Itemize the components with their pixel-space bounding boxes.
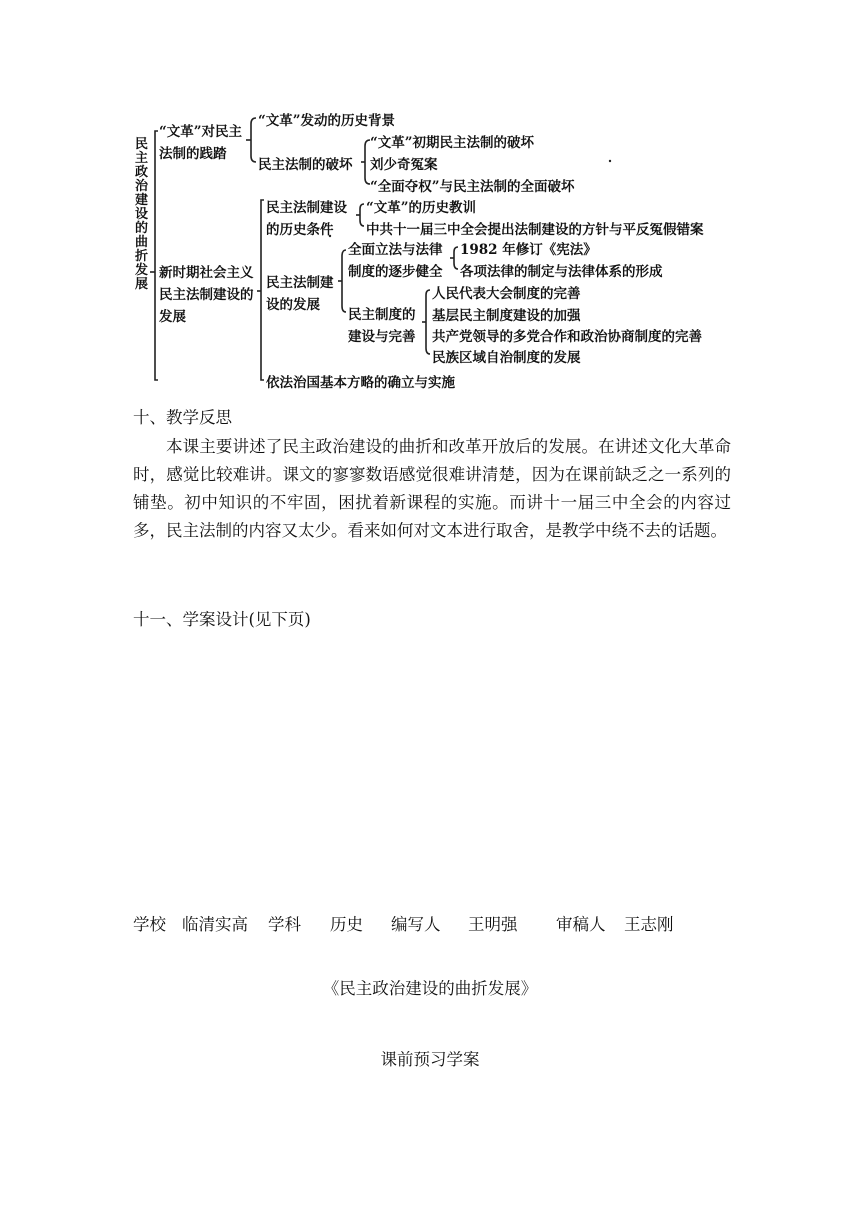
conditions-item: “文革”的历史教训: [366, 200, 477, 216]
school-label: 学校: [133, 915, 166, 934]
branch1-label-line1: “文革”对民主: [159, 124, 243, 140]
section10-paragraph: 本课主要讲述了民主政治建设的曲折和改革开放后的发展。在讲述文化大革命时，感觉比较难讲。课文的寥寥数语感觉很难讲清楚，因为在课前缺乏之一系列的铺垫。初中知识的不牢固，困扰着新课程的实施。而讲十一届三中全会的内容过多，民主法制的内容又太少。看来如何对文本进行取舍，是教学中绕不去的话题。: [133, 437, 731, 540]
legislation-label-line2: 制度的逐步健全: [348, 264, 443, 280]
branch1-item-background: “文革”发动的历史背景: [258, 113, 396, 129]
branch2-label-line3: 发展: [159, 309, 186, 325]
democracy-label-line2: 建设与完善: [348, 329, 416, 345]
diagram-root-label: 民主政治建设的曲折发展: [135, 137, 149, 292]
conditions-label-line2: 的历史条件: [266, 222, 334, 238]
democracy-item: 共产党领导的多党合作和政治协商制度的完善: [432, 329, 702, 345]
democracy-item: 人民代表大会制度的完善: [432, 286, 581, 302]
development-label-line2: 设的发展: [266, 297, 320, 313]
legislation-item: 各项法律的制定与法律体系的形成: [460, 264, 663, 280]
branch2-label-line1: 新时期社会主义: [159, 265, 254, 281]
subject-label: 学科: [268, 915, 301, 934]
conditions-item: 中共十一届三中全会提出法制建设的方针与平反冤假错案: [366, 222, 704, 238]
development-label-line1: 民主法制建: [266, 275, 334, 291]
branch1-label-line2: 法制的践踏: [159, 146, 227, 162]
branch1-sub-item: “全面夺权”与民主法制的全面破坏: [370, 179, 575, 195]
reviewer-label: 审稿人: [556, 915, 606, 934]
branch1-sub-item: 刘少奇冤案: [370, 157, 438, 173]
democracy-item: 基层民主制度建设的加强: [432, 308, 581, 324]
democracy-label-line1: 民主制度的: [348, 307, 416, 323]
author-label: 编写人: [391, 915, 441, 934]
subject-value: 历史: [330, 915, 363, 934]
school-value: 临清实高: [182, 915, 248, 934]
reviewer-value: 王志刚: [624, 915, 674, 934]
section11-heading: 十一、学案设计(见下页): [133, 610, 311, 629]
branch1-sub-label: 民主法制的破坏: [258, 157, 353, 173]
branch2-item-rule-of-law: 依法治国基本方略的确立与实施: [266, 375, 455, 391]
branch1-sub-item: “文革”初期民主法制的破坏: [370, 135, 535, 151]
document-title: 《民主政治建设的曲折发展》: [322, 979, 538, 998]
branch2-label-line2: 民主法制建设的: [159, 287, 254, 303]
legislation-label-line1: 全面立法与法律: [348, 242, 443, 258]
document-subtitle: 课前预习学案: [380, 1050, 480, 1069]
section10-heading: 十、教学反思: [133, 408, 232, 427]
author-value: 王明强: [468, 915, 518, 934]
conditions-label-line1: 民主法制建设: [266, 200, 347, 216]
democracy-item: 民族区域自治制度的发展: [432, 350, 581, 366]
legislation-item: 1982 年修订《宪法》: [460, 242, 597, 258]
